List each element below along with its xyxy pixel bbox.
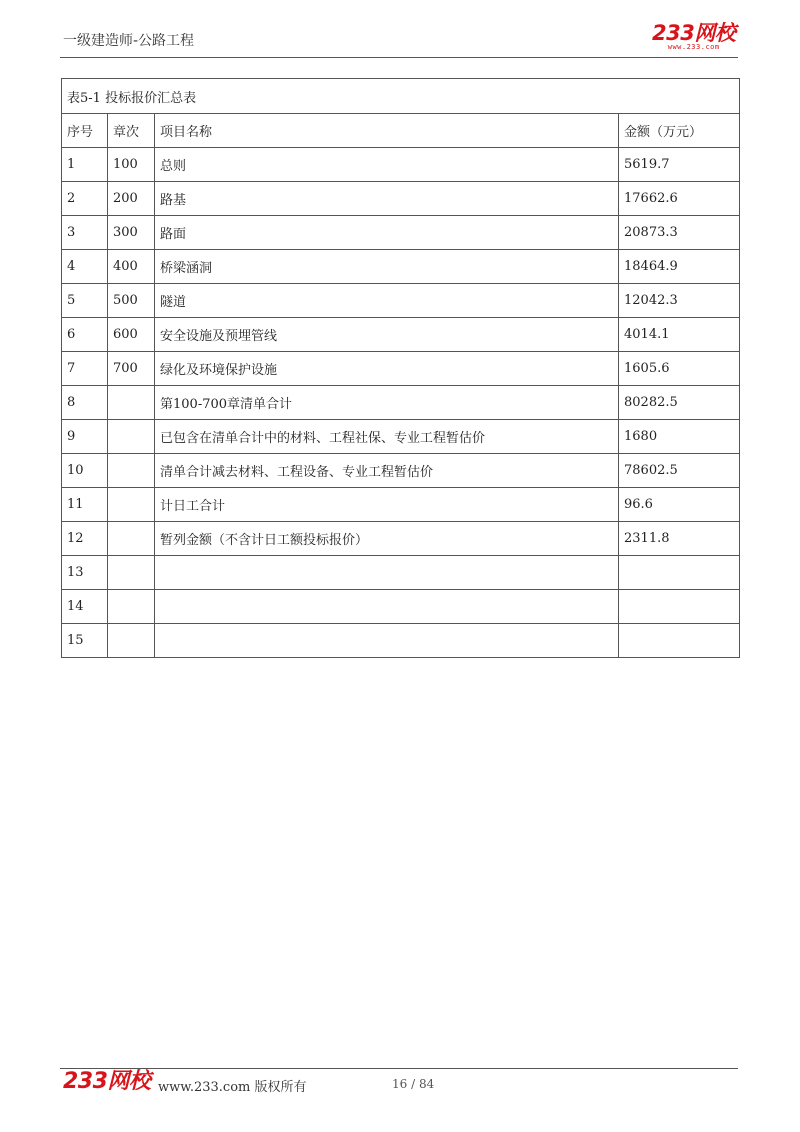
cell-no: 1 bbox=[62, 148, 108, 182]
table-row bbox=[62, 148, 740, 182]
table-row bbox=[62, 590, 740, 624]
cell-chapter bbox=[108, 556, 155, 590]
cell-no: 14 bbox=[62, 590, 108, 624]
cell-item-name: 计日工合计 bbox=[155, 488, 619, 522]
table-row bbox=[62, 216, 740, 250]
cell-no: 3 bbox=[62, 216, 108, 250]
cell-chapter bbox=[108, 420, 155, 454]
cell-amount bbox=[619, 624, 740, 658]
cell-no: 15 bbox=[62, 624, 108, 658]
cell-amount: 1605.6 bbox=[619, 352, 740, 386]
document-header-title: 一级建造师-公路工程 bbox=[63, 33, 195, 49]
cell-no: 6 bbox=[62, 318, 108, 352]
cell-item-name: 已包含在清单合计中的材料、工程社保、专业工程暂估价 bbox=[155, 420, 619, 454]
table-row bbox=[62, 556, 740, 590]
column-header-item-name: 项目名称 bbox=[155, 114, 619, 148]
table-row bbox=[62, 284, 740, 318]
brand-logo-text: 233网校 bbox=[652, 21, 736, 45]
cell-amount: 18464.9 bbox=[619, 250, 740, 284]
cell-no: 11 bbox=[62, 488, 108, 522]
cell-chapter: 100 bbox=[108, 148, 155, 182]
cell-no: 7 bbox=[62, 352, 108, 386]
cell-item-name: 路基 bbox=[155, 182, 619, 216]
brand-logo-domain: www.233.com bbox=[667, 43, 720, 51]
table-caption-row bbox=[62, 79, 740, 114]
page-number: 16 / 84 bbox=[392, 1077, 435, 1091]
cell-amount: 1680 bbox=[619, 420, 740, 454]
cell-chapter bbox=[108, 386, 155, 420]
brand-logo[interactable] bbox=[652, 23, 735, 51]
cell-chapter: 300 bbox=[108, 216, 155, 250]
cell-amount: 4014.1 bbox=[619, 318, 740, 352]
cell-chapter: 500 bbox=[108, 284, 155, 318]
table-header-row bbox=[62, 114, 740, 148]
cell-item-name: 桥梁涵洞 bbox=[155, 250, 619, 284]
cell-item-name: 隧道 bbox=[155, 284, 619, 318]
cell-chapter: 600 bbox=[108, 318, 155, 352]
table-caption: 表5-1 投标报价汇总表 bbox=[62, 79, 740, 114]
cell-no: 12 bbox=[62, 522, 108, 556]
cell-no: 2 bbox=[62, 182, 108, 216]
footer-copyright: www.233.com 版权所有 bbox=[158, 1080, 307, 1095]
cell-amount: 17662.6 bbox=[619, 182, 740, 216]
cell-amount: 78602.5 bbox=[619, 454, 740, 488]
footer-brand-logo[interactable] bbox=[63, 1071, 150, 1093]
cell-item-name: 清单合计减去材料、工程设备、专业工程暂估价 bbox=[155, 454, 619, 488]
cell-no: 8 bbox=[62, 386, 108, 420]
table-row bbox=[62, 182, 740, 216]
cell-item-name: 第100-700章清单合计 bbox=[155, 386, 619, 420]
cell-chapter bbox=[108, 522, 155, 556]
cell-amount: 5619.7 bbox=[619, 148, 740, 182]
cell-item-name bbox=[155, 556, 619, 590]
cell-amount bbox=[619, 556, 740, 590]
cell-chapter: 400 bbox=[108, 250, 155, 284]
cell-amount: 12042.3 bbox=[619, 284, 740, 318]
cell-chapter bbox=[108, 454, 155, 488]
cell-amount: 20873.3 bbox=[619, 216, 740, 250]
footer-divider bbox=[60, 1068, 738, 1069]
cell-amount: 80282.5 bbox=[619, 386, 740, 420]
table-row bbox=[62, 386, 740, 420]
table-row bbox=[62, 624, 740, 658]
cell-item-name: 安全设施及预埋管线 bbox=[155, 318, 619, 352]
table-row bbox=[62, 522, 740, 556]
column-header-amount: 金额（万元） bbox=[619, 114, 740, 148]
table-row bbox=[62, 454, 740, 488]
cell-chapter bbox=[108, 488, 155, 522]
cell-chapter bbox=[108, 590, 155, 624]
cell-chapter: 200 bbox=[108, 182, 155, 216]
table-row bbox=[62, 420, 740, 454]
table-row bbox=[62, 352, 740, 386]
cell-no: 9 bbox=[62, 420, 108, 454]
header-divider bbox=[60, 57, 738, 58]
cell-chapter bbox=[108, 624, 155, 658]
column-header-no: 序号 bbox=[62, 114, 108, 148]
cell-chapter: 700 bbox=[108, 352, 155, 386]
bid-summary-table bbox=[61, 78, 740, 658]
cell-no: 10 bbox=[62, 454, 108, 488]
cell-item-name bbox=[155, 590, 619, 624]
cell-item-name bbox=[155, 624, 619, 658]
cell-item-name: 绿化及环境保护设施 bbox=[155, 352, 619, 386]
cell-item-name: 总则 bbox=[155, 148, 619, 182]
footer-brand-logo-text: 233网校 bbox=[63, 1069, 151, 1094]
cell-no: 13 bbox=[62, 556, 108, 590]
cell-amount: 96.6 bbox=[619, 488, 740, 522]
table-row bbox=[62, 318, 740, 352]
cell-item-name: 路面 bbox=[155, 216, 619, 250]
cell-no: 5 bbox=[62, 284, 108, 318]
cell-no: 4 bbox=[62, 250, 108, 284]
cell-amount bbox=[619, 590, 740, 624]
table-row bbox=[62, 250, 740, 284]
table-row bbox=[62, 488, 740, 522]
cell-item-name: 暂列金额（不含计日工额投标报价） bbox=[155, 522, 619, 556]
column-header-chapter: 章次 bbox=[108, 114, 155, 148]
cell-amount: 2311.8 bbox=[619, 522, 740, 556]
